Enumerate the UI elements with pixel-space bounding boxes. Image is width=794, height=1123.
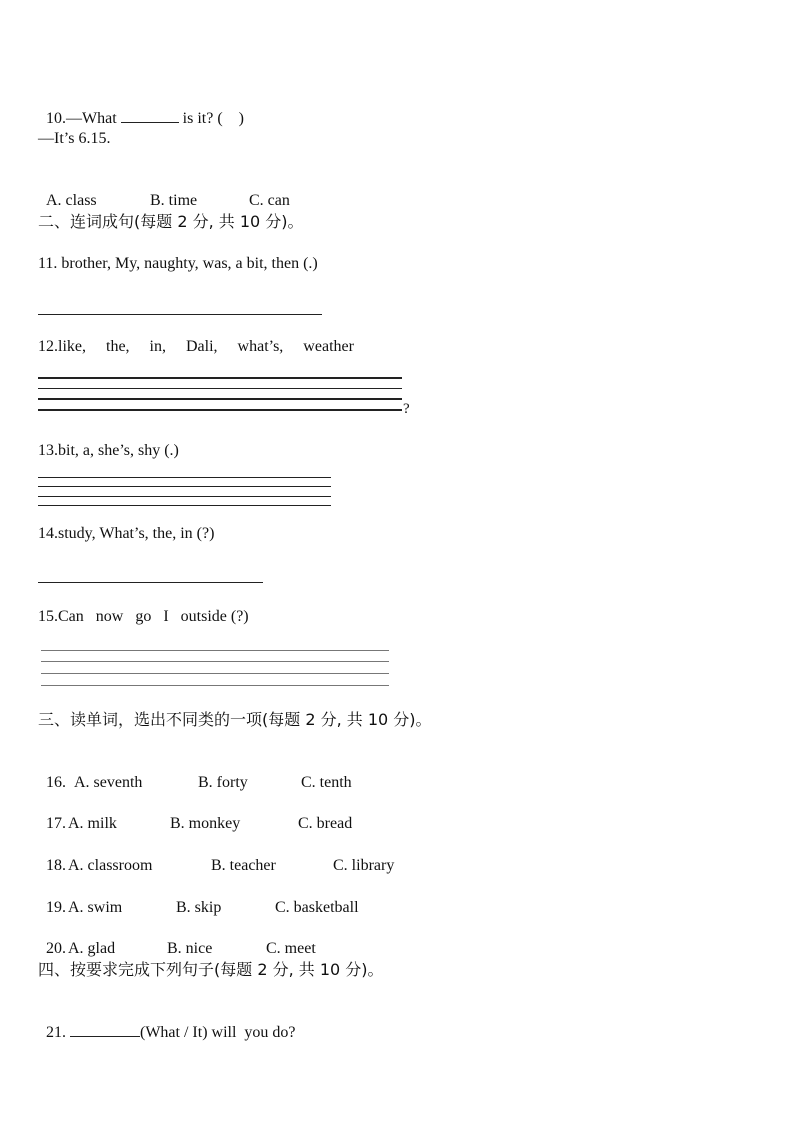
q21-number: 21. — [46, 1024, 70, 1041]
q18-option-b: B. teacher — [211, 857, 276, 874]
q13-answer-line-4[interactable] — [38, 505, 331, 506]
section-2-title: 二、连词成句(每题 2 分, 共 10 分)。 — [38, 212, 304, 231]
question-13: 13.bit, a, she’s, shy (.) — [38, 442, 179, 459]
q15-answer-line-1[interactable] — [41, 650, 389, 651]
question-16 — [38, 753, 352, 793]
question-11: 11. brother, My, naughty, was, a bit, then (.) — [38, 255, 318, 272]
question-10 — [38, 88, 244, 129]
question-15: 15.Can now go I outside (?) — [38, 608, 249, 625]
section-4-title: 四、按要求完成下列句子(每题 2 分, 共 10 分)。 — [38, 960, 384, 979]
section-3-title: 三、读单词，选出不同类的一项(每题 2 分, 共 10 分)。 — [38, 710, 432, 729]
q18-number: 18. — [46, 857, 66, 874]
q11-answer-line[interactable] — [38, 314, 322, 315]
q18-option-a: A. classroom — [68, 857, 153, 874]
q19-option-c: C. basketball — [275, 899, 359, 916]
q20-number: 20. — [46, 940, 66, 957]
q20-option-c: C. meet — [266, 940, 316, 957]
q17-option-a: A. milk — [68, 815, 117, 832]
q16-number: 16. — [46, 774, 66, 791]
q20-option-b: B. nice — [167, 940, 213, 957]
question-14: 14.study, What’s, the, in (?) — [38, 525, 215, 542]
q21-suffix: (What / It) will you do? — [140, 1024, 296, 1041]
q15-answer-line-3[interactable] — [41, 673, 389, 674]
q10-options — [38, 171, 290, 211]
q19-option-a: A. swim — [68, 899, 123, 916]
q10-suffix: is it? ( ) — [178, 110, 244, 127]
q10-answer-line: —It’s 6.15. — [38, 130, 111, 147]
q19-number: 19. — [46, 899, 66, 916]
q10-option-c: C. can — [249, 192, 290, 209]
q21-blank[interactable] — [70, 1022, 140, 1037]
question-17 — [38, 794, 352, 834]
q19-option-b: B. skip — [176, 899, 222, 916]
q13-answer-line-2[interactable] — [38, 486, 331, 487]
q17-option-c: C. bread — [298, 815, 353, 832]
q13-answer-line-3[interactable] — [38, 496, 331, 497]
question-19 — [38, 878, 359, 918]
q15-answer-line-4[interactable] — [41, 685, 389, 686]
q10-prefix: 10.—What — [46, 110, 121, 127]
q17-option-b: B. monkey — [170, 815, 241, 832]
question-21 — [38, 1002, 296, 1043]
q17-number: 17. — [46, 815, 66, 832]
q16-option-b: B. forty — [198, 774, 248, 791]
question-12: 12.like, the, in, Dali, what’s, weather — [38, 338, 354, 355]
q12-answer-line-2[interactable] — [38, 388, 402, 389]
question-18 — [38, 836, 394, 876]
q10-blank[interactable] — [121, 108, 179, 123]
q20-option-a: A. glad — [68, 940, 116, 957]
q18-option-c: C. library — [333, 857, 395, 874]
q12-answer-line-3[interactable] — [38, 398, 402, 400]
q15-answer-line-2[interactable] — [41, 661, 389, 662]
q12-answer-line-4[interactable] — [38, 409, 402, 411]
q16-option-a: A. seventh — [74, 774, 143, 791]
question-20 — [38, 919, 316, 959]
q13-answer-line-1[interactable] — [38, 477, 331, 478]
q16-option-c: C. tenth — [301, 774, 352, 791]
q14-answer-line[interactable] — [38, 582, 263, 583]
q10-option-b: B. time — [150, 192, 198, 209]
q12-answer-line-1[interactable] — [38, 377, 402, 379]
q12-question-mark: ? — [403, 401, 410, 417]
q10-option-a: A. class — [46, 192, 97, 209]
